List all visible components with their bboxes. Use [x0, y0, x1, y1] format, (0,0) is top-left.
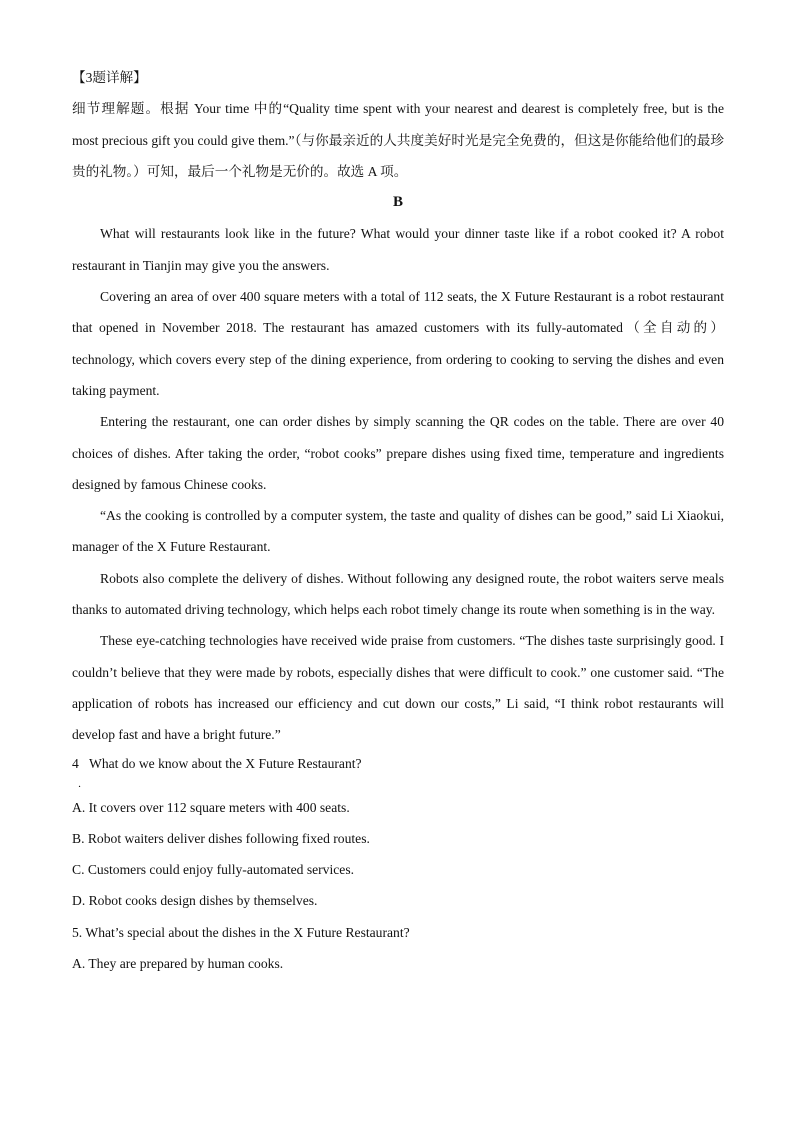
question-5: [72, 917, 724, 948]
question-4-option-c: C. Customers could enjoy fully-automated services.: [72, 862, 355, 878]
document-page: [72, 62, 724, 979]
section-letter: B: [392, 194, 403, 211]
analysis-text: 细节理解题。根据 Your time 中的“Quality time spent with your nearest and dearest is completely free, but is the most precious gift you could give them.”（与你最亲近的人共度美好时光是完全免费的，但这是你能给他们的最珍贵的礼物。）可知，最后一个礼物是无价的。故选 A 项。: [72, 101, 724, 179]
passage-paragraph-6: These eye-catching technologies have received wide praise from customers. “The dishes taste surprisingly good. I couldn’t believe that they were made by robots, especially dishes that were difficult to cook.” one customer said. “The application of robots has increased our efficiency and cut down our costs,” Li said, “I think robot restaurants will develop fast and have a bright future.”: [72, 633, 724, 743]
question-4-option-a: A. It covers over 112 square meters with 400 seats.: [72, 799, 350, 815]
question-5-option-a: A. They are prepared by human cooks.: [72, 956, 284, 972]
passage-paragraph-2: Covering an area of over 400 square meters with a total of 112 seats, the X Future Restaurant is a robot restaurant that opened in November 2018. The restaurant has amazed customers with its fully-automated（全自动的）technology, which covers every step of the dining experience, from ordering to cooking to serving the dishes and even taking payment.: [72, 289, 724, 398]
passage-paragraph-5: Robots also complete the delivery of dishes. Without following any designed route, the robot waiters serve meals thanks to automated driving technology, which helps each robot timely change its route when something is in the way.: [72, 570, 724, 618]
question-4: [72, 751, 724, 777]
passage-paragraph-3: Entering the restaurant, one can order dishes by simply scanning the QR codes on the table. There are over 40 choices of dishes. After taking the order, “robot cooks” prepare dishes using fixed time, temperature and ingredients designed by famous Chinese cooks.: [72, 414, 724, 492]
question-4-stem: What do we know about the X Future Restaurant?: [89, 755, 362, 771]
question-4-mark: ．: [78, 778, 88, 790]
question-4-number: 4: [72, 755, 79, 771]
question-4-option-d: D. Robot cooks design dishes by themselves.: [72, 893, 318, 909]
question-5-stem: What’s special about the dishes in the X Future Restaurant?: [85, 924, 410, 940]
analysis-heading: 【3题详解】: [72, 70, 147, 85]
question-5-number: 5.: [72, 924, 83, 940]
question-4-option-b: B. Robot waiters deliver dishes following fixed routes.: [72, 830, 370, 846]
passage-paragraph-1: What will restaurants look like in the future? What would your dinner taste like if a robot cooked it? A robot restaurant in Tianjin may give you the answers.: [72, 226, 724, 273]
passage-paragraph-4: “As the cooking is controlled by a computer system, the taste and quality of dishes can be good,” said Li Xiaokui, manager of the X Future Restaurant.: [72, 508, 724, 555]
